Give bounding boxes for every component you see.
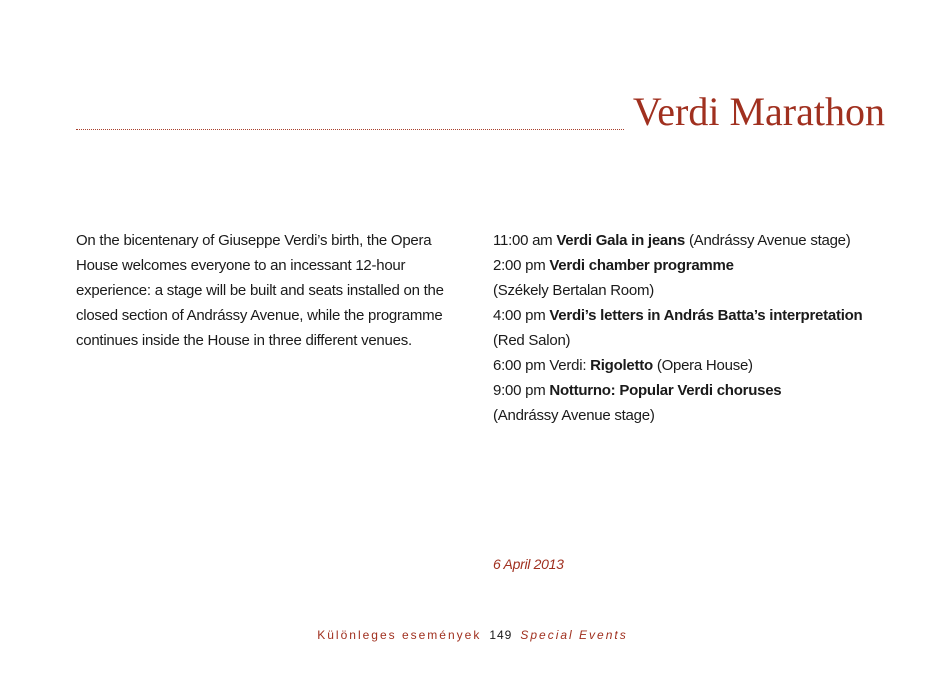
schedule-item bbox=[493, 378, 903, 428]
schedule-time: 4:00 pm bbox=[493, 307, 546, 324]
title-dotted-rule bbox=[76, 129, 624, 130]
page-footer bbox=[0, 626, 945, 644]
schedule-venue: (Opera House) bbox=[656, 357, 753, 374]
schedule-event-title: Verdi Gala in jeans bbox=[556, 232, 686, 249]
schedule-list bbox=[493, 228, 903, 428]
schedule-time: 2:00 pm bbox=[493, 257, 546, 274]
schedule-venue: (Andrássy Avenue stage) bbox=[493, 407, 655, 424]
schedule-item bbox=[493, 253, 903, 303]
footer-section-hu: Különleges események bbox=[317, 628, 482, 642]
schedule-time: 6:00 pm bbox=[493, 357, 546, 374]
schedule-item bbox=[493, 353, 903, 378]
intro-paragraph: On the bicentenary of Giuseppe Verdi’s birth, the Opera House welcomes everyone to an incessant 12-hour experience: a stage will be built and seats installed on the closed section of Andrássy Avenue, while the programme continues inside the House in three different venues. bbox=[76, 232, 444, 349]
page-number: 149 bbox=[489, 628, 513, 642]
event-date: 6 April 2013 bbox=[493, 556, 564, 572]
schedule-time: 9:00 pm bbox=[493, 382, 546, 399]
schedule-event-title: Verdi’s letters in András Batta’s interpretation bbox=[549, 307, 863, 324]
footer-section-en: Special Events bbox=[520, 628, 628, 642]
schedule-event-title: Rigoletto bbox=[590, 357, 653, 374]
schedule-event-prefix: Verdi: bbox=[549, 357, 587, 374]
schedule-item bbox=[493, 303, 903, 353]
schedule-venue: (Andrássy Avenue stage) bbox=[688, 232, 851, 249]
schedule-time: 11:00 am bbox=[493, 232, 553, 249]
schedule-venue: (Székely Bertalan Room) bbox=[493, 282, 654, 299]
schedule-event-title: Verdi chamber programme bbox=[549, 257, 734, 274]
schedule-event-title: Notturno: Popular Verdi choruses bbox=[549, 382, 782, 399]
schedule-venue: (Red Salon) bbox=[493, 332, 571, 349]
schedule-item bbox=[493, 228, 903, 253]
page-title: Verdi Marathon bbox=[632, 89, 885, 134]
